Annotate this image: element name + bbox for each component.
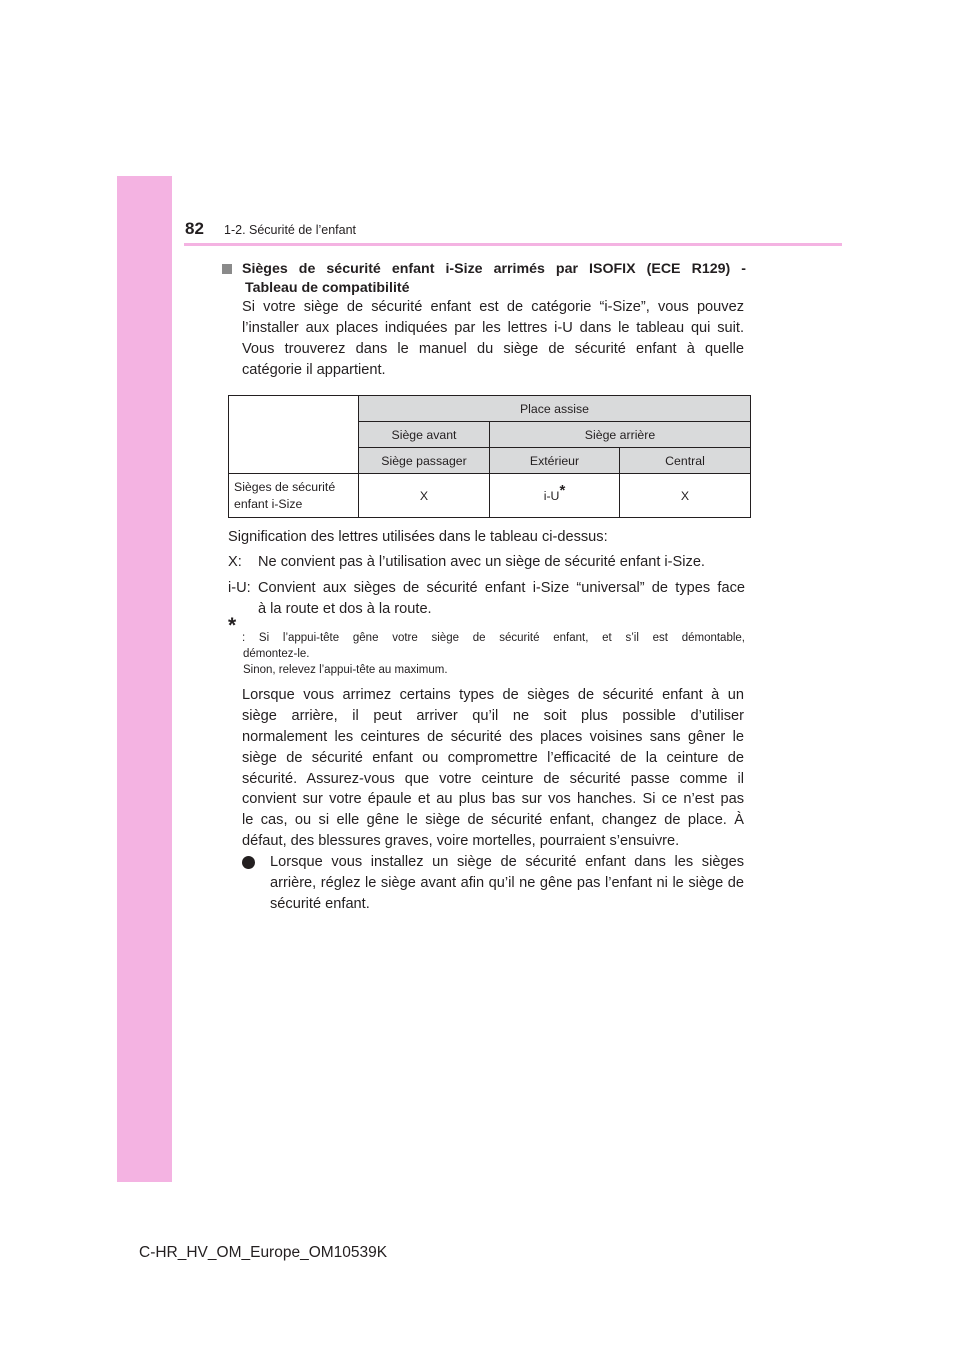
warning-line: convient sur votre épaule et au plus bas sur vos hanches. Si ce n’est pas — [242, 791, 744, 808]
footnote-asterisk-icon: * — [228, 614, 237, 637]
heading-line-2: Tableau de compatibilité — [245, 280, 410, 296]
compatibility-table — [228, 395, 751, 518]
header-divider — [184, 243, 842, 246]
cell-passenger-value: X — [359, 474, 490, 518]
bullet-line: Lorsque vous installez un siège de sécurité enfant dans les sièges — [270, 854, 744, 870]
square-bullet-icon — [222, 264, 232, 274]
bullet-line: arrière, réglez le siège avant afin qu’il ne gêne pas l’enfant ni le siège de — [270, 874, 744, 891]
asterisk-mark: * — [559, 482, 566, 499]
heading-line-1: Sièges de sécurité enfant i-Size arrimés par ISOFIX (ECE R129) - — [242, 261, 746, 277]
document-code: C-HR_HV_OM_Europe_OM10539K — [139, 1244, 388, 1261]
warning-line: le cas, ou si elle gêne le siège de sécurité enfant, changez de place. À — [242, 812, 744, 829]
cell-central-value: X — [620, 474, 751, 518]
footnote-line-1: : Si l’appui-tête gêne votre siège de sécurité enfant, et s’il est démontable, — [242, 632, 745, 644]
header-central: Central — [620, 448, 751, 474]
legend-iu-key: i-U: — [228, 580, 251, 596]
exterior-value-text: i-U — [543, 489, 560, 503]
warning-line: normalement les ceintures de sécurité des places voisines sans gêner le — [242, 728, 744, 745]
bullet-paragraph — [270, 852, 744, 915]
table-corner-cell — [229, 396, 359, 474]
warning-line: Lorsque vous arrimez certains types de sièges de sécurité enfant à un — [242, 687, 744, 703]
cell-exterior-value — [490, 474, 620, 518]
legend-iu-line-1: Convient aux sièges de sécurité enfant i-Size “universal” de types face — [258, 580, 745, 596]
header-exterior: Extérieur — [490, 448, 620, 474]
intro-line: Si votre siège de sécurité enfant est de catégorie “i-Size”, vous pouvez — [242, 299, 744, 315]
legend-iu-line-2: à la route et dos à la route. — [258, 600, 432, 617]
footnote-line-2: démontez-le. — [243, 648, 310, 660]
round-bullet-icon — [242, 856, 255, 869]
warning-line: défaut, des blessures graves, voire mortelles, pourraient s’ensuivre. — [242, 833, 680, 850]
row-label-line-2: enfant i-Size — [234, 496, 303, 511]
header-rear-seat: Siège arrière — [490, 422, 751, 448]
table-row — [229, 474, 751, 518]
side-tab-band — [117, 176, 172, 1182]
legend-x-text: Ne convient pas à l’utilisation avec un siège de sécurité enfant i-Size. — [258, 554, 705, 570]
warning-line: sécurité. Assurez-vous que votre ceinture de sécurité passe comme il — [242, 770, 744, 787]
legend-x-key: X: — [228, 554, 242, 570]
header-front-seat: Siège avant — [359, 422, 490, 448]
intro-paragraph — [242, 297, 744, 381]
row-label-line-1: Sièges de sécurité — [234, 479, 336, 494]
warning-line: siège de sécurité enfant ou compromettre l’efficacité de la ceinture de — [242, 749, 744, 766]
header-seating-position: Place assise — [359, 396, 751, 422]
legend-iu-text — [258, 578, 745, 620]
intro-line: l’installer aux places indiquées par les lettres i-U dans le tableau qui suit. — [242, 319, 744, 336]
bullet-line: sécurité enfant. — [270, 895, 370, 912]
row-label-isize — [229, 474, 359, 518]
intro-line: catégorie il appartient. — [242, 361, 386, 378]
warning-line: siège arrière, il peut arriver qu’il ne soit plus possible d’utiliser — [242, 707, 744, 724]
intro-line: Vous trouverez dans le manuel du siège de sécurité enfant à quelle — [242, 340, 744, 357]
page-number: 82 — [185, 219, 204, 238]
warning-paragraph — [242, 685, 744, 852]
footnote-line-3: Sinon, relevez l’appui-tête au maximum. — [243, 664, 448, 676]
section-breadcrumb: 1-2. Sécurité de l’enfant — [224, 223, 357, 237]
header-passenger-seat: Siège passager — [359, 448, 490, 474]
legend-intro: Signification des lettres utilisées dans le tableau ci-dessus: — [228, 529, 608, 545]
